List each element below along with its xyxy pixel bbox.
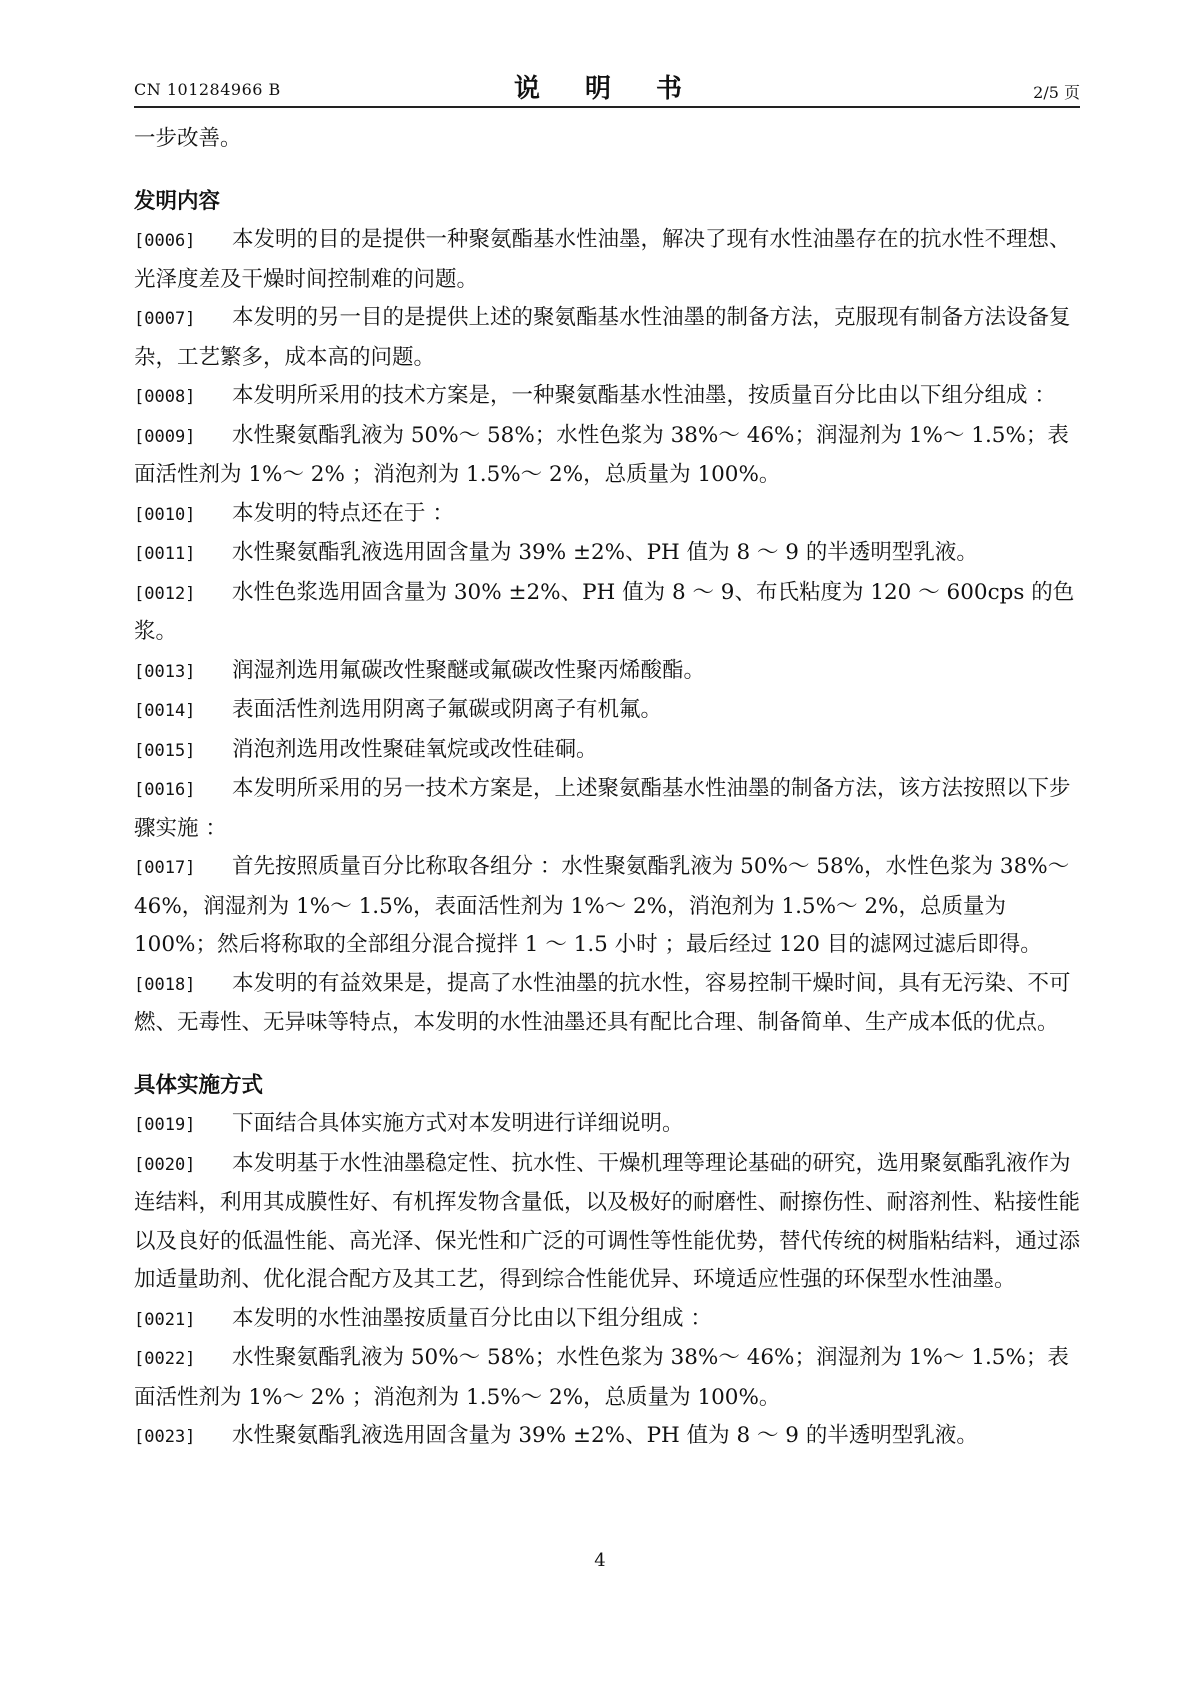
paragraph <box>134 1300 1080 1340</box>
paragraph <box>134 652 1080 692</box>
page-of-count: 2/5 页 <box>1033 83 1080 102</box>
paragraph-text: 水性聚氨酯乳液为 50%～ 58%；水性色浆为 38%～ 46%；润湿剂为 1%～ 1.5%；表面活性剂为 1%～ 2% ；消泡剂为 1.5%～ 2%，总质量为 100%。 <box>134 422 1069 487</box>
paragraph <box>134 221 1080 299</box>
paragraph-number: [0017] <box>134 858 196 878</box>
paragraph <box>134 417 1080 495</box>
paragraph-text: 润湿剂选用氟碳改性聚醚或氟碳改性聚丙烯酸酯。 <box>232 657 706 683</box>
paragraph-text: 本发明的有益效果是，提高了水性油墨的抗水性，容易控制干燥时间，具有无污染、不可燃、无毒性、无异味等特点，本发明的水性油墨还具有配比合理、制备简单、生产成本低的优点。 <box>134 970 1071 1035</box>
paragraph <box>134 377 1080 417</box>
paragraph-text: 水性聚氨酯乳液为 50%～ 58%；水性色浆为 38%～ 46%；润湿剂为 1%～ 1.5%；表面活性剂为 1%～ 2% ；消泡剂为 1.5%～ 2%，总质量为 100%。 <box>134 1345 1069 1410</box>
section-heading-summary: 发明内容 <box>134 188 221 214</box>
paragraph-text: 下面结合具体实施方式对本发明进行详细说明。 <box>232 1111 684 1136</box>
page-number: 4 <box>594 1550 606 1571</box>
paragraph <box>134 965 1080 1043</box>
patent-number: CN 101284966 B <box>134 80 281 99</box>
paragraph-text: 消泡剂选用改性聚硅氧烷或改性硅硐。 <box>232 736 598 762</box>
paragraph <box>134 1417 1080 1457</box>
paragraph <box>134 1145 1080 1300</box>
header-rule <box>134 106 1080 108</box>
section-heading-embodiment: 具体实施方式 <box>134 1072 264 1098</box>
paragraph <box>134 848 1080 965</box>
paragraph-text: 本发明的水性油墨按质量百分比由以下组分组成 ： <box>232 1305 712 1331</box>
paragraph <box>134 1105 1080 1145</box>
paragraph-number: [0006] <box>134 231 196 251</box>
paragraph-number: [0020] <box>134 1154 196 1175</box>
paragraph-text: 首先按照质量百分比称取各组分 ：水性聚氨酯乳液为 50%～ 58%，水性色浆为 38%～ 46%，润湿剂为 1%～ 1.5%，表面活性剂为 1%～ 2%，消泡剂为 1.5%～ 2%，总质量为 100%；然后将称取的全部组分混合搅拌 1 ～ 1.5 小时 ；最后经过 120 目的滤网过滤后即得。 <box>134 854 1070 957</box>
paragraph <box>134 574 1080 652</box>
paragraph-number: [0012] <box>134 583 196 604</box>
paragraph-text: 本发明的特点还在于 ： <box>232 500 454 526</box>
paragraph-number: [0018] <box>134 974 196 995</box>
paragraph-text: 水性聚氨酯乳液选用固含量为 39% ±2%、PH 值为 8 ～ 9 的半透明型乳液。 <box>232 1423 978 1448</box>
paragraph-number: [0015] <box>134 740 196 761</box>
paragraph <box>134 495 1080 535</box>
paragraph-text: 本发明的另一目的是提供上述的聚氨酯基水性油墨的制备方法，克服现有制备方法设备复杂，工艺繁多，成本高的问题。 <box>134 305 1071 370</box>
paragraph-number: [0008] <box>134 387 196 407</box>
paragraph-text: 水性色浆选用固含量为 30% ±2%、PH 值为 8 ～ 9、布氏粘度为 120 ～ 600cps 的色浆。 <box>134 579 1075 644</box>
paragraph-text: 本发明的目的是提供一种聚氨酯基水性油墨，解决了现有水性油墨存在的抗水性不理想、光泽度差及干燥时间控制难的问题。 <box>134 227 1071 292</box>
page-header <box>134 66 1080 106</box>
paragraph-number: [0021] <box>134 1309 196 1330</box>
paragraph-text: 水性聚氨酯乳液选用固含量为 39% ±2%、PH 值为 8 ～ 9 的半透明型乳液。 <box>232 540 978 565</box>
paragraph-number: [0010] <box>134 504 196 525</box>
document-title: 说 明 书 <box>513 74 701 104</box>
paragraph-number: [0023] <box>134 1427 196 1447</box>
document-body <box>134 120 1080 1457</box>
paragraph <box>134 1339 1080 1417</box>
paragraph-number: [0016] <box>134 780 196 800</box>
paragraph-number: [0014] <box>134 701 196 721</box>
paragraph-text: 表面活性剂选用阴离子氟碳或阴离子有机氟。 <box>232 697 663 722</box>
paragraph-number: [0007] <box>134 309 196 329</box>
paragraph-text: 本发明所采用的技术方案是，一种聚氨酯基水性油墨，按质量百分比由以下组分组成 ： <box>232 383 1056 408</box>
paragraph-number: [0019] <box>134 1115 196 1135</box>
paragraph-number: [0013] <box>134 661 196 682</box>
paragraph-text: 本发明基于水性油墨稳定性、抗水性、干燥机理等理论基础的研究，选用聚氨酯乳液作为连结料，利用其成膜性好、有机挥发物含量低，以及极好的耐磨性、耐擦伤性、耐溶剂性、粘接性能以及良好的低温性能、高光泽、保光性和广泛的可调性等性能优势，替代传统的树脂粘结料，通过添加适量助剂、优化混合配方及其工艺，得到综合性能优异、环境适应性强的环保型水性油墨。 <box>134 1150 1081 1292</box>
paragraph <box>134 534 1080 574</box>
paragraph <box>134 299 1080 377</box>
embodiment-paragraphs <box>134 1105 1080 1457</box>
continued-text: 一步改善。 <box>134 126 242 151</box>
paragraph-number: [0009] <box>134 426 196 447</box>
summary-paragraphs <box>134 221 1080 1043</box>
paragraph-text: 本发明所采用的另一技术方案是，上述聚氨酯基水性油墨的制备方法，该方法按照以下步骤实施 ： <box>134 776 1071 841</box>
paragraph-number: [0011] <box>134 544 196 564</box>
paragraph <box>134 731 1080 771</box>
paragraph <box>134 691 1080 731</box>
paragraph-number: [0022] <box>134 1349 196 1369</box>
paragraph <box>134 770 1080 848</box>
